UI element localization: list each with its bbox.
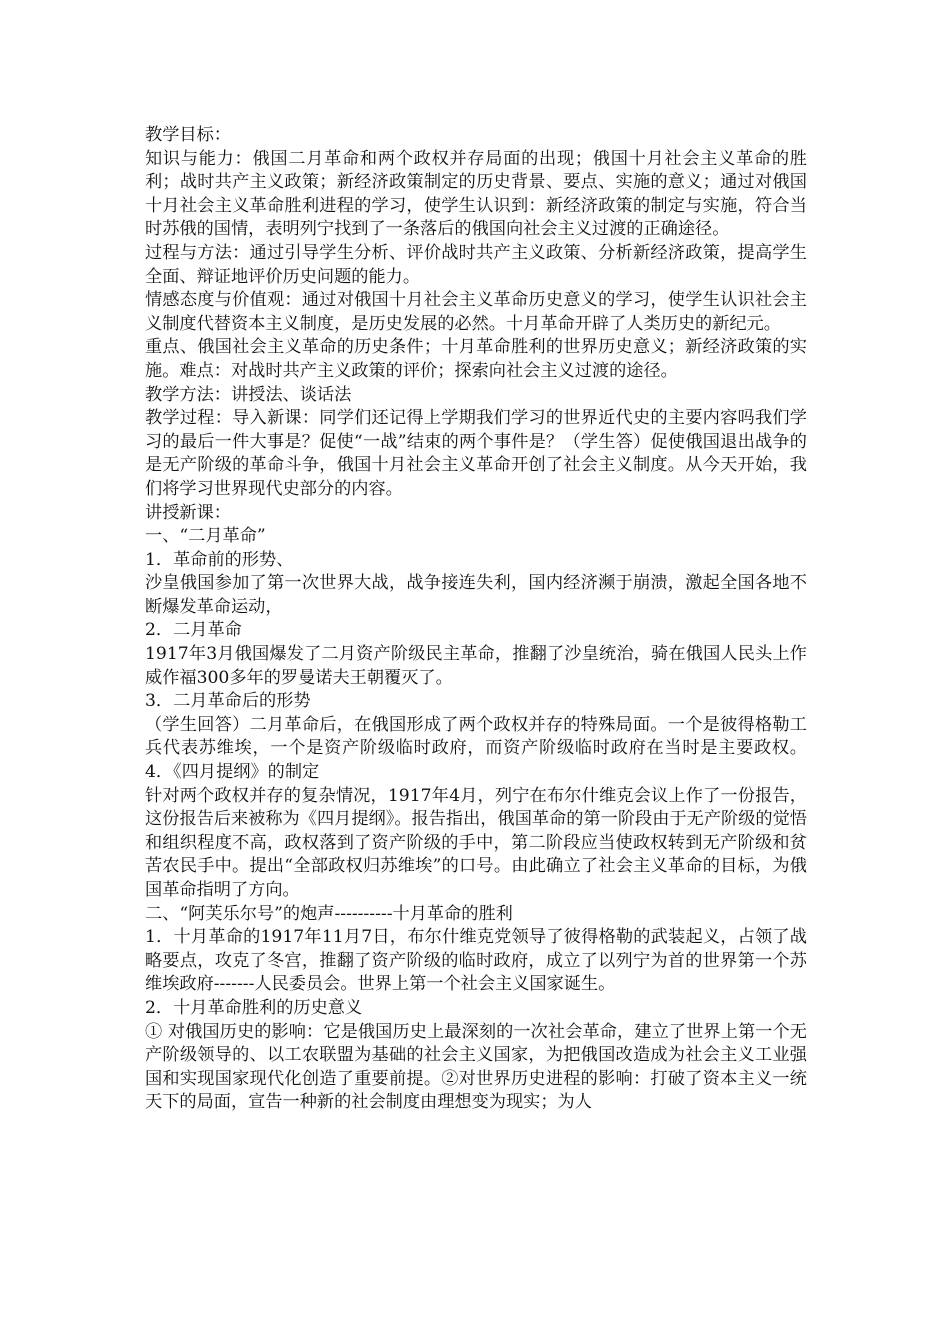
- document-page: [145, 124, 807, 1115]
- paragraph-significance-details: ① 对俄国历史的影响：它是俄国历史上最深刻的一次社会革命，建立了世界上第一个无产阶级领导的、以工农联盟为基础的社会主义国家，为把俄国改造成为社会主义工业强国和实现国家现代化创造了重要前提。②对世界历史进程的影响：打破了资本主义一统天下的局面，宣告一种新的社会制度由理想变为现实；为人: [145, 1021, 807, 1113]
- subheading-pre-revolution-situation: 1．革命前的形势、: [145, 549, 294, 570]
- paragraph-dual-power: （学生回答）二月革命后，在俄国形成了两个政权并存的特殊局面。一个是彼得格勒工兵代表苏维埃，一个是资产阶级临时政府，而资产阶级临时政府在当时是主要政权。4．《四月提纲》的制定: [145, 714, 807, 783]
- heading-new-lesson: 讲授新课：: [145, 502, 231, 523]
- heading-teaching-goals: 教学目标：: [145, 125, 231, 145]
- paragraph-teaching-process: 教学过程：导入新课：同学们还记得上学期我们学习的世界近代史的主要内容吗我们学习的最后一件大事是？促使“一战”结束的两个事件是？（学生答）促使俄国退出战争的是无产阶级的革命斗争，俄国十月社会主义革命开创了社会主义制度。从今天开始，我们将学习世界现代史部分的内容。: [145, 408, 807, 499]
- paragraph-knowledge-ability: 知识与能力：俄国二月革命和两个政权并存局面的出现；俄国十月社会主义革命的胜利；战时共产主义政策；新经济政策制定的历史背景、要点、实施的意义；通过对俄国十月社会主义革命胜利进程的学习，使学生认识到：新经济政策的制定与实施，符合当时苏俄的国情，表明列宁找到了一条落后的俄国向社会主义过渡的正确途径。: [145, 148, 807, 240]
- paragraph-october-revolution: 1．十月革命的1917年11月7日，布尔什维克党领导了彼得格勒的武装起义，占领了战略要点，攻克了冬宫，推翻了资产阶级的临时政府，成立了以列宁为首的世界第一个苏维埃政府-------人民委员会。世界上第一个社会主义国家诞生。: [145, 927, 807, 995]
- subheading-february-revolution: 2．二月革命: [145, 620, 242, 641]
- paragraph-emotion-values: 情感态度与价值观：通过对俄国十月社会主义革命历史意义的学习，使学生认识社会主义制度代替资本主义制度，是历史发展的必然。十月革命开辟了人类历史的新纪元。: [145, 290, 807, 334]
- section-heading-aurora: 二、“阿芙乐尔号”的炮声----------十月革命的胜利: [145, 903, 513, 924]
- section-heading-february-revolution: 一、“二月革命”: [145, 526, 266, 547]
- paragraph-process-method: 过程与方法：通过引导学生分析、评价战时共产主义政策、分析新经济政策，提高学生全面、辩证地评价历史问题的能力。: [145, 242, 807, 287]
- paragraph-april-theses: 针对两个政权并存的复杂情况，1917年4月，列宁在布尔什维克会议上作了一份报告，这份报告后来被称为《四月提纲》。报告指出，俄国革命的第一阶段由于无产阶级的觉悟和组织程度不高，政权落到了资产阶级的手中，第二阶段应当使政权转到无产阶级和贫苦农民手中。提出“全部政权归苏维埃”的口号。由此确立了社会主义革命的目标，为俄国革命指明了方向。: [145, 785, 807, 900]
- paragraph-key-points: 重点、俄国社会主义革命的历史条件；十月革命胜利的世界历史意义；新经济政策的实施。难点：对战时共产主义政策的评价；探索向社会主义过渡的途径。: [145, 337, 807, 381]
- paragraph-teaching-methods: 教学方法：讲授法、谈话法: [145, 384, 352, 405]
- subheading-post-revolution-situation: 3．二月革命后的形势: [145, 691, 311, 712]
- paragraph-tsarist-russia-war: 沙皇俄国参加了第一次世界大战，战争接连失利，国内经济濒于崩溃，激起全国各地不断爆发革命运动，: [145, 573, 807, 617]
- subheading-historical-significance: 2．十月革命胜利的历史意义: [145, 997, 363, 1018]
- paragraph-1917-march: 1917年3月俄国爆发了二月资产阶级民主革命，推翻了沙皇统治，骑在俄国人民头上作威作福300多年的罗曼诺夫王朝覆灭了。: [145, 644, 807, 688]
